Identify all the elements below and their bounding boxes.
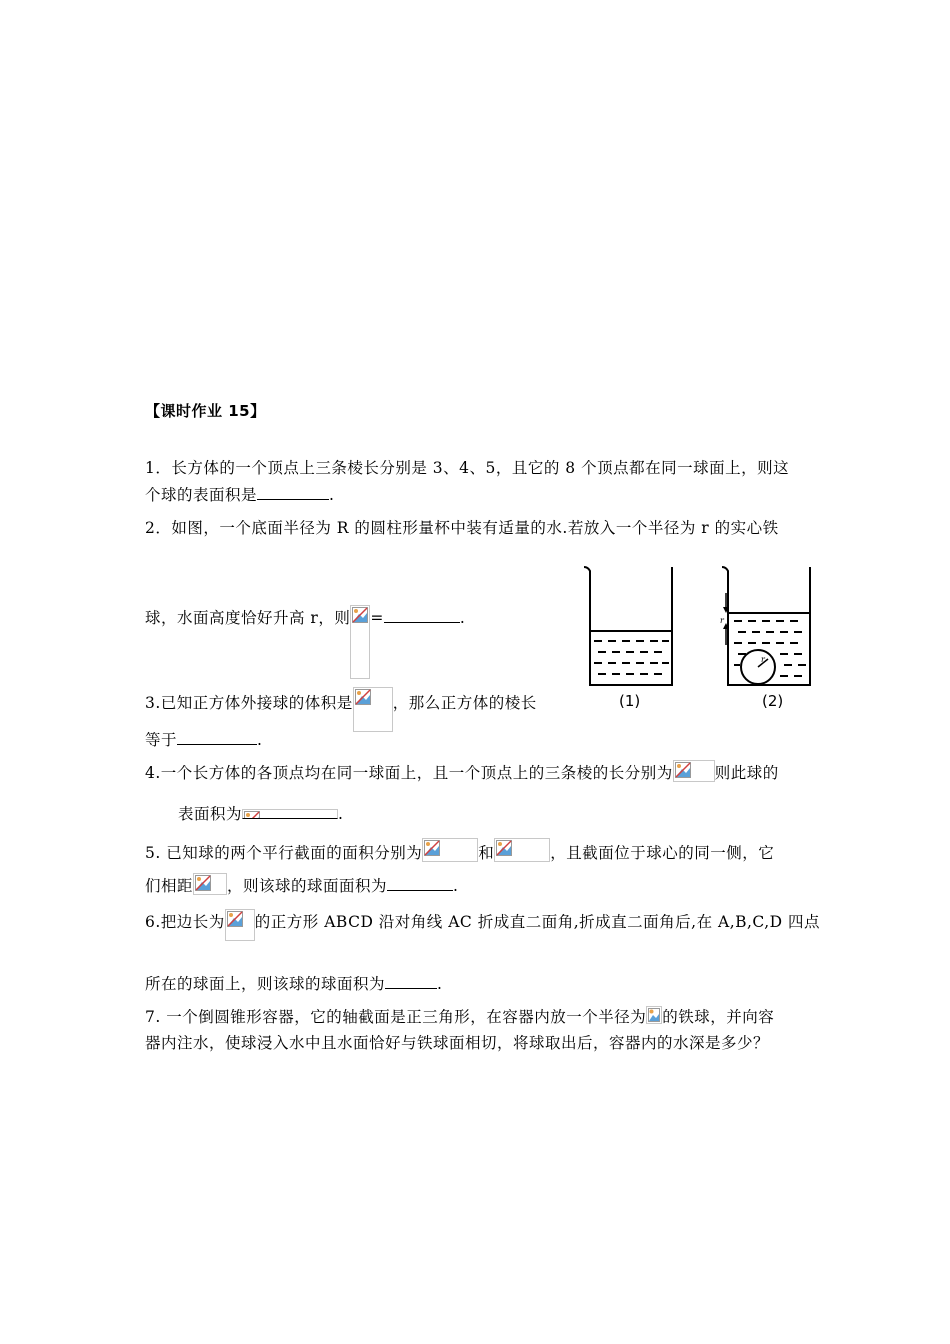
q5-line2 xyxy=(145,873,458,896)
q3-line2 xyxy=(145,730,262,750)
q3-period: . xyxy=(257,731,263,749)
q3-text: 3.已知正方体外接球的体积是 xyxy=(145,694,353,712)
q1-text: 个球的表面积是 xyxy=(145,486,258,504)
q5-area2-image xyxy=(494,838,550,862)
q4-answer-image xyxy=(242,809,338,819)
q6-line2 xyxy=(145,974,442,994)
broken-image-icon xyxy=(496,840,512,856)
q5-distance-text: 们相距 xyxy=(145,877,194,895)
q6-text-suffix: 的正方形 ABCD 沿对角线 AC 折成直二面角,折成直二面角后,在 A,B,C,D 四点 xyxy=(254,913,821,931)
figure-label-1: (1) xyxy=(619,692,641,710)
broken-image-icon xyxy=(648,1008,660,1022)
broken-image-icon xyxy=(675,762,691,778)
q7-line2: 器内注水，使球浸入水中且水面恰好与铁球面相切，将球取出后，容器内的水深是多少？ xyxy=(145,1034,770,1052)
q5-and: 和 xyxy=(478,844,495,862)
q2-line1: 2．如图，一个底面半径为 R 的圆柱形量杯中装有适量的水.若放入一个半径为 r 的实心铁 xyxy=(145,519,779,537)
rise-label: r xyxy=(720,616,724,625)
q6-answer-blank[interactable] xyxy=(385,974,437,989)
broken-image-icon xyxy=(244,811,260,819)
q2-period: . xyxy=(459,609,466,627)
q5-line1 xyxy=(145,838,774,863)
q4-text-suffix: 则此球的 xyxy=(714,764,779,782)
broken-image-icon xyxy=(352,607,368,623)
q6-period: . xyxy=(437,975,443,993)
q2-equals: = xyxy=(370,609,384,627)
q5-period: . xyxy=(453,877,459,895)
q7-text: 7. 一个倒圆锥形容器，它的轴截面是正三角形，在容器内放一个半径为 xyxy=(145,1008,647,1026)
q4-line2 xyxy=(178,804,343,824)
q4-period: . xyxy=(338,805,344,823)
q1-period: . xyxy=(329,486,335,504)
q4-edges-image xyxy=(673,760,715,782)
q1-line2 xyxy=(145,485,334,505)
beaker-1-water xyxy=(594,641,669,674)
q2-answer-blank[interactable] xyxy=(384,608,460,623)
q4-area-text: 表面积为 xyxy=(178,805,243,823)
q3-answer-blank[interactable] xyxy=(177,730,257,745)
q4-text: 4.一个长方体的各顶点均在同一球面上，且一个顶点上的三条棱的长分别为 xyxy=(145,764,673,782)
q6-side-image xyxy=(225,909,255,941)
broken-image-icon xyxy=(424,840,440,856)
q5-area1-image xyxy=(422,838,478,862)
q3-equals-text: 等于 xyxy=(145,731,178,749)
q5-answer-blank[interactable] xyxy=(387,876,453,891)
q2-formula-image xyxy=(350,605,370,679)
broken-image-icon xyxy=(355,689,371,705)
q3-text-suffix: ，那么正方体的棱长 xyxy=(392,694,537,712)
q7-radius-image xyxy=(646,1006,662,1024)
q2-line2 xyxy=(145,605,465,679)
q2-text: 球，水面高度恰好升高 r，则 xyxy=(145,609,351,627)
q7-line1 xyxy=(145,1006,774,1027)
q6-line1 xyxy=(145,909,820,941)
q7-text-suffix: 的铁球，并向容 xyxy=(662,1008,775,1026)
broken-image-icon xyxy=(195,875,211,891)
broken-image-icon xyxy=(227,911,243,927)
q3-line1 xyxy=(145,687,537,732)
figure-beaker-1 xyxy=(580,563,680,691)
q5-text: 5. 已知球的两个平行截面的面积分别为 xyxy=(145,844,423,862)
q5-area-text: ，则该球的球面面积为 xyxy=(227,877,388,895)
figure-label-2: (2) xyxy=(762,692,784,710)
q5-text-suffix: ，且截面位于球心的同一侧，它 xyxy=(550,844,775,862)
worksheet-heading: 【课时作业 15】 xyxy=(145,402,266,420)
q6-text: 6.把边长为 xyxy=(145,913,225,931)
q3-formula-image xyxy=(353,687,393,732)
q1-answer-blank[interactable] xyxy=(257,485,329,500)
q1-line1: 1．长方体的一个顶点上三条棱长分别是 3、4、5，且它的 8 个顶点都在同一球面上，则这 xyxy=(145,459,790,477)
figure-beaker-2 xyxy=(718,563,818,691)
q4-line1 xyxy=(145,760,779,783)
q6-area-text: 所在的球面上，则该球的球面积为 xyxy=(145,975,386,993)
beaker-1-outline xyxy=(584,567,672,685)
q5-distance-image xyxy=(193,873,227,895)
ball-radius-label: r xyxy=(761,655,765,664)
